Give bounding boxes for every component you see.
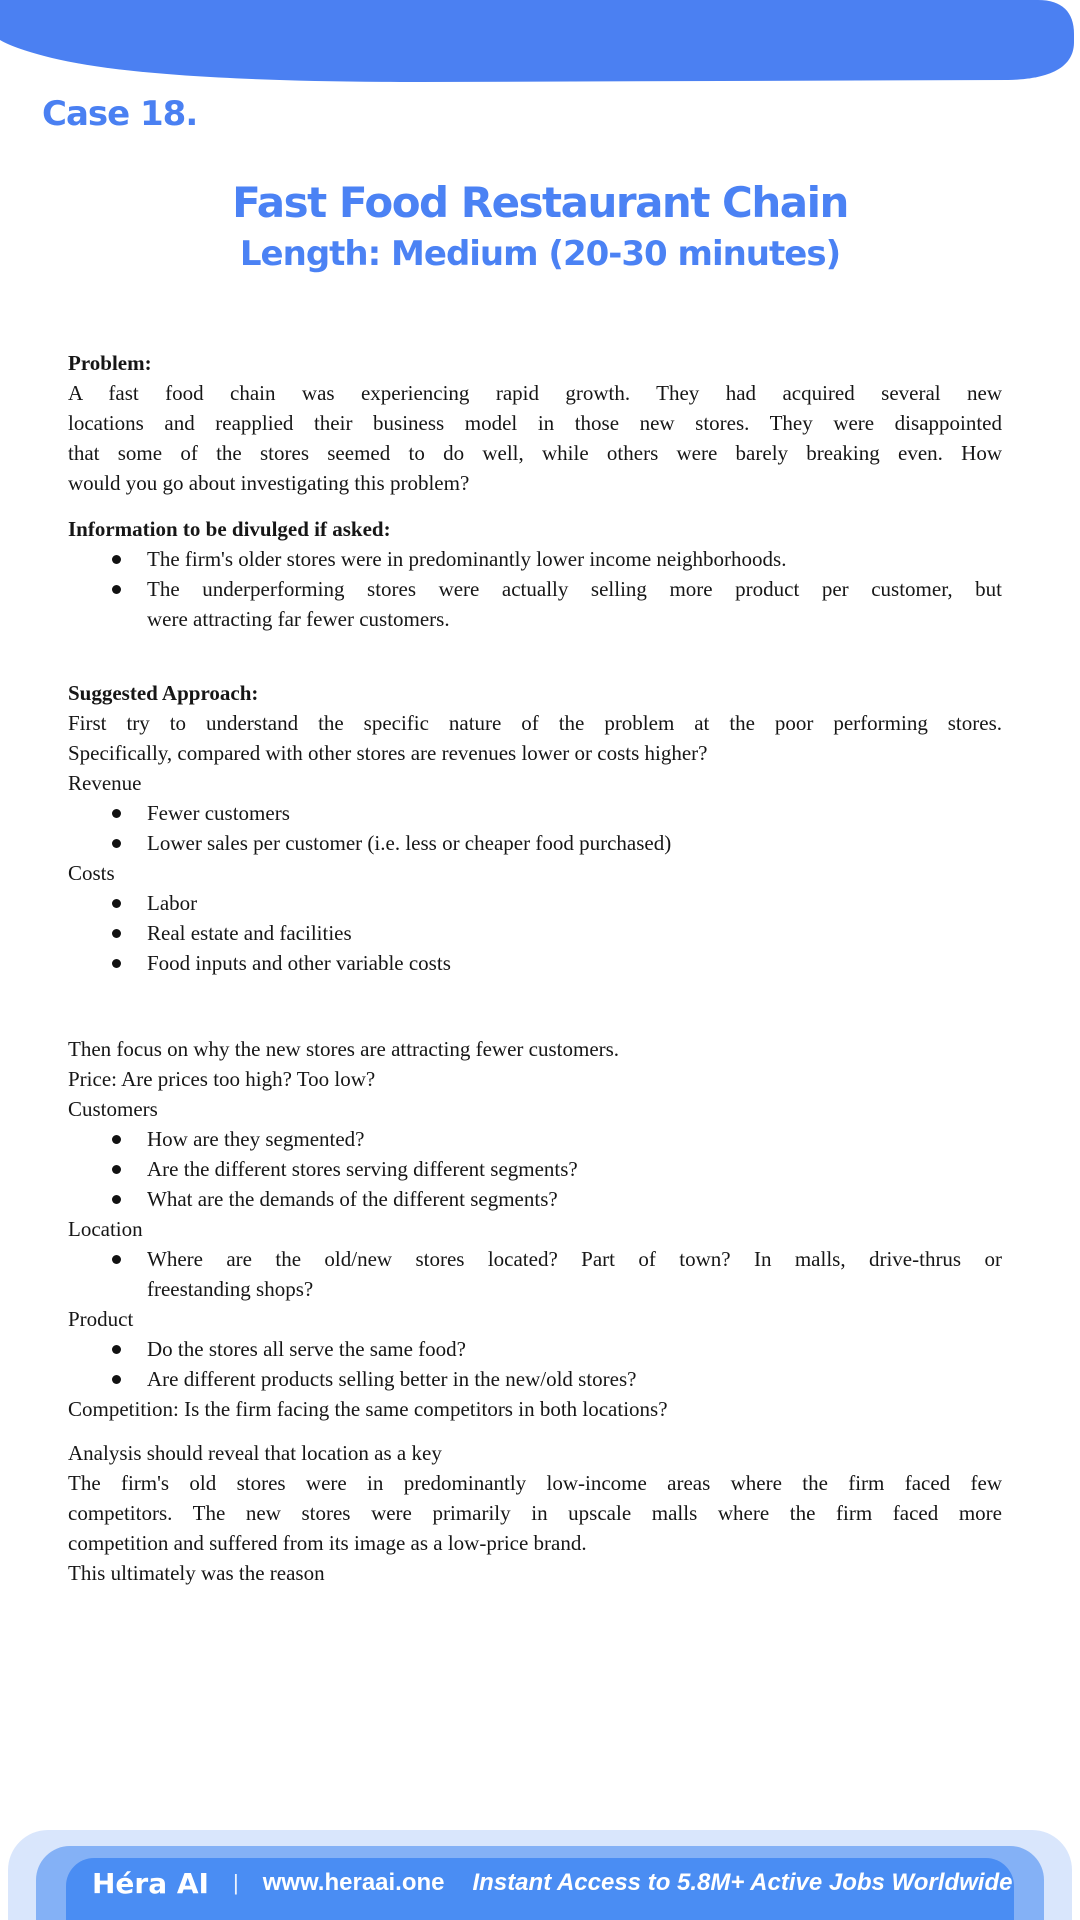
paragraph-line: Revenue [68, 771, 142, 795]
paragraph-line: Customers [68, 1097, 158, 1121]
text-line: Food inputs and other variable costs [147, 951, 451, 975]
footer-bar [66, 1858, 1014, 1920]
blank-line [68, 634, 1002, 662]
text-line: Are the different stores serving different segments? [147, 1157, 578, 1181]
paragraph [68, 708, 1002, 768]
bullet-text [147, 828, 1002, 858]
bullet-dot [112, 929, 121, 938]
bullet-text [147, 1124, 1002, 1154]
bullet-text [147, 1364, 1002, 1394]
bullet-text [147, 1334, 1002, 1364]
footer-tagline: Instant Access to 5.8M+ Active Jobs Worldwide [472, 1869, 1013, 1896]
bullet-item [68, 918, 1002, 948]
footer-middle-band [36, 1846, 1044, 1920]
text-line: were attracting far fewer customers. [147, 607, 450, 631]
text-line: The firm's old stores were in predominantly low-income areas where the firm faced few [68, 1471, 1002, 1495]
text-line: A fast food chain was experiencing rapid growth. They had acquired several new [68, 381, 1002, 405]
section-heading: Information to be divulged if asked: [68, 517, 391, 541]
text-line: competitors. The new stores were primarily in upscale malls where the firm faced more [68, 1501, 1002, 1525]
bullet-dot [112, 959, 121, 968]
section-heading: Problem: [68, 351, 152, 375]
paragraph-line: Then focus on why the new stores are attracting fewer customers. [68, 1037, 620, 1061]
paragraph-line: Competition: Is the firm facing the same competitors in both locations? [68, 1397, 668, 1421]
bullet-item [68, 1154, 1002, 1184]
paragraph-line: Analysis should reveal that location as a key [68, 1441, 442, 1465]
bullet-item [68, 1364, 1002, 1394]
header-band [0, 0, 1080, 90]
bullet-item [68, 888, 1002, 918]
paragraph-line: Product [68, 1307, 134, 1331]
text-line: Real estate and facilities [147, 921, 352, 945]
bullet-text [147, 574, 1002, 634]
paragraph-line: This ultimately was the reason [68, 1561, 325, 1585]
text-line: Fewer customers [147, 801, 290, 825]
bullet-item [68, 544, 1002, 574]
text-line: would you go about investigating this problem? [68, 471, 470, 495]
text-line: Do the stores all serve the same food? [147, 1337, 466, 1361]
footer-outer-band [8, 1830, 1072, 1920]
bullet-text [147, 798, 1002, 828]
doc-title: Fast Food Restaurant Chain [232, 178, 848, 227]
bullet-text [147, 918, 1002, 948]
text-line: Specifically, compared with other stores are revenues lower or costs higher? [68, 741, 708, 765]
paragraph [68, 1468, 1002, 1558]
paragraph-line: Location [68, 1217, 143, 1241]
text-line: Labor [147, 891, 198, 915]
bullet-item [68, 1244, 1002, 1304]
text-line: Are different products selling better in the new/old stores? [147, 1367, 637, 1391]
document-body [68, 348, 1002, 1588]
text-line: freestanding shops? [147, 1277, 314, 1301]
bullet-text [147, 1154, 1002, 1184]
bullet-item [68, 948, 1002, 978]
section-heading: Suggested Approach: [68, 681, 259, 705]
text-line: Lower sales per customer (i.e. less or cheaper food purchased) [147, 831, 672, 855]
blank-line [68, 978, 1002, 1006]
footer-url: www.heraai.one [262, 1869, 445, 1896]
case-label: Case 18. [42, 94, 198, 134]
bullet-item [68, 828, 1002, 858]
bullet-text [147, 888, 1002, 918]
bullet-text [147, 948, 1002, 978]
bullet-dot [112, 899, 121, 908]
bullet-item [68, 1124, 1002, 1154]
bullet-item [68, 574, 1002, 634]
text-line: Where are the old/new stores located? Part of town? In malls, drive-thrus or [147, 1247, 1002, 1271]
bullet-dot [112, 809, 121, 818]
text-line: The underperforming stores were actually selling more product per customer, but [147, 577, 1002, 601]
bullet-text [147, 1244, 1002, 1304]
text-line: locations and reapplied their business model in those new stores. They were disappointed [68, 411, 1002, 435]
bullet-dot [112, 1375, 121, 1384]
footer-separator: | [232, 1870, 239, 1895]
doc-subtitle: Length: Medium (20-30 minutes) [239, 234, 841, 274]
bullet-dot [112, 1195, 121, 1204]
text-line: competition and suffered from its image as a low-price brand. [68, 1531, 587, 1555]
bullet-item [68, 798, 1002, 828]
bullet-dot [112, 1255, 121, 1264]
bullet-dot [112, 555, 121, 564]
bullet-dot [112, 1165, 121, 1174]
bullet-item [68, 1184, 1002, 1214]
blank-line [68, 1006, 1002, 1034]
paragraph-line: Price: Are prices too high? Too low? [68, 1067, 376, 1091]
blank-line [68, 1424, 1002, 1438]
bullet-dot [112, 1135, 121, 1144]
bullet-text [147, 544, 1002, 574]
paragraph-line: Costs [68, 861, 115, 885]
bullet-dot [112, 1345, 121, 1354]
brand-wordmark: Héra AI [92, 1866, 209, 1900]
text-line: First try to understand the specific nature of the problem at the poor performing stores. [68, 711, 1002, 735]
text-line: How are they segmented? [147, 1127, 365, 1151]
bullet-item [68, 1334, 1002, 1364]
bullet-dot [112, 585, 121, 594]
text-line: The firm's older stores were in predominantly lower income neighborhoods. [147, 547, 787, 571]
text-line: What are the demands of the different segments? [147, 1187, 558, 1211]
bullet-dot [112, 839, 121, 848]
bullet-text [147, 1184, 1002, 1214]
paragraph [68, 378, 1002, 498]
text-line: that some of the stores seemed to do well, while others were barely breaking even. How [68, 441, 1002, 465]
